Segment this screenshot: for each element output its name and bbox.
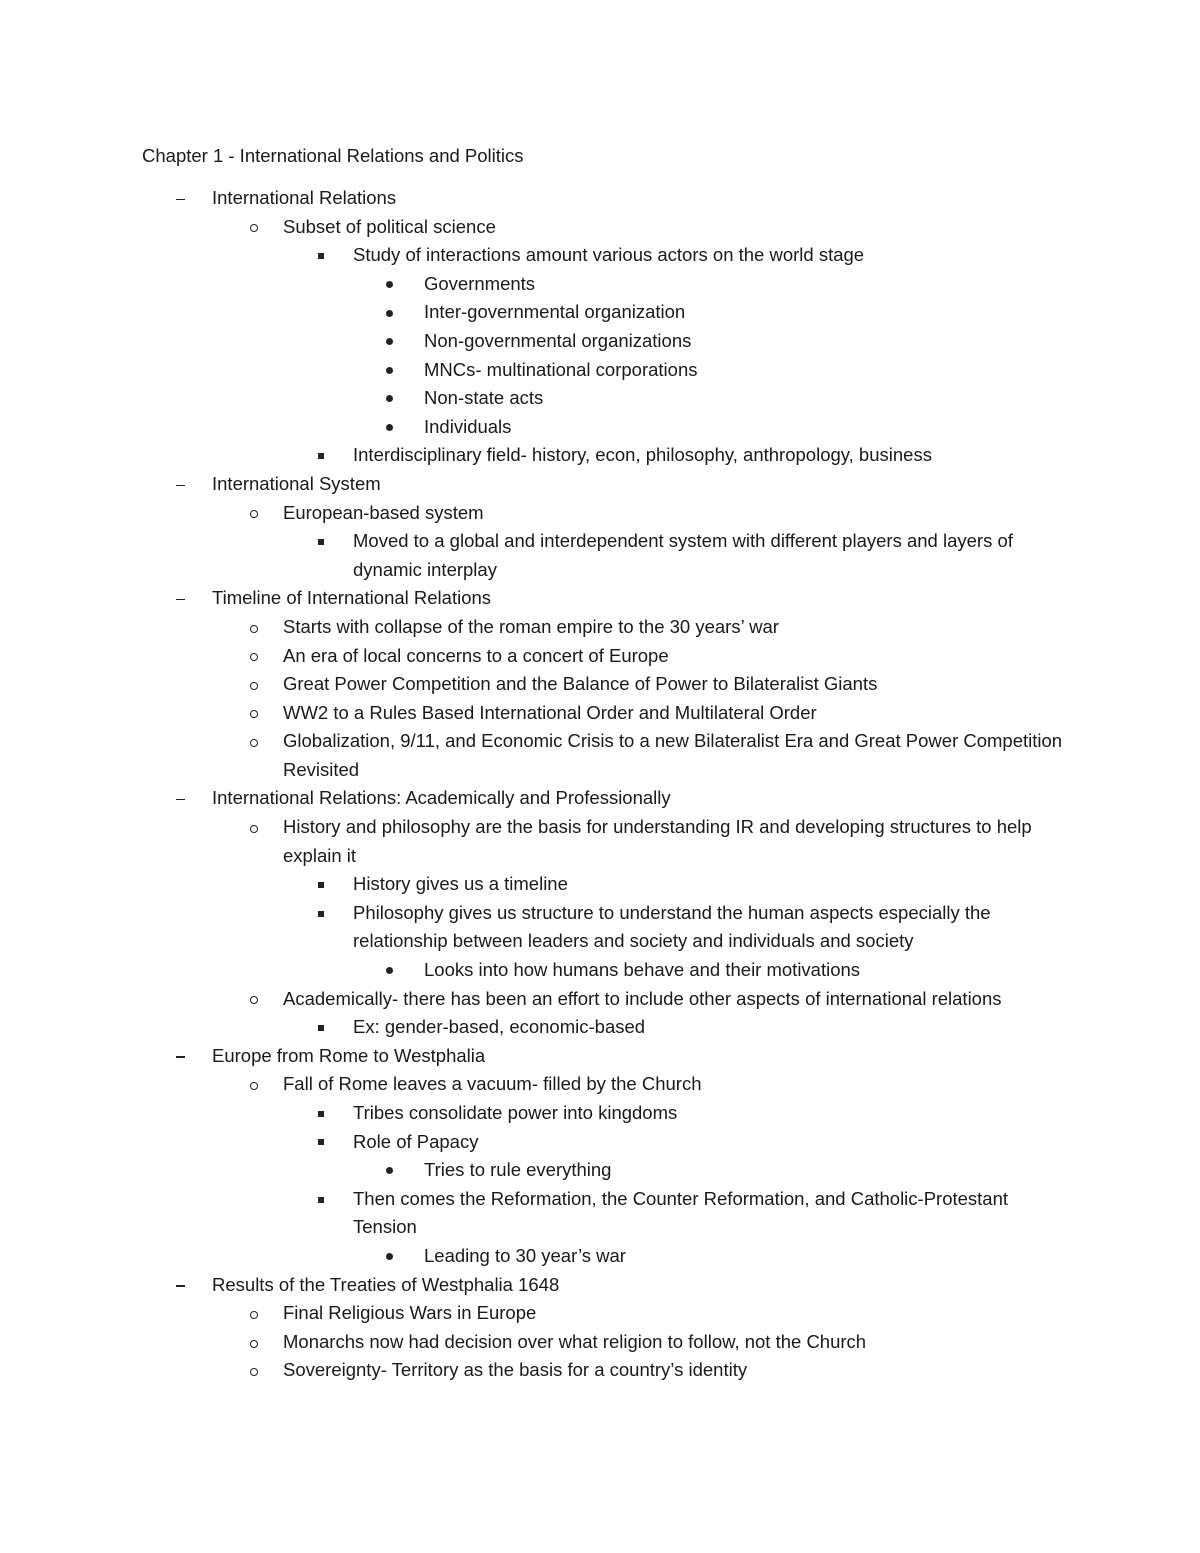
outline-item-level-2 <box>0 670 1200 699</box>
outline-item-text: Governments <box>424 272 536 294</box>
outline-item-text: Academically- there has been an effort to include other aspects of international relations <box>283 987 1002 1009</box>
document-title: Chapter 1 - International Relations and Politics <box>142 145 524 166</box>
outline-item-text: History and philosophy are the basis for understanding IR and developing structures to help explain it <box>283 816 1032 866</box>
filled-dot-bullet-icon <box>386 327 393 356</box>
outline-item-text: Then comes the Reformation, the Counter Reformation, and Catholic-Protestant Tension <box>353 1187 1009 1238</box>
outline-item-level-4 <box>0 384 1200 413</box>
outline-item-level-4 <box>0 356 1200 385</box>
outline-list <box>0 184 1200 1385</box>
outline-item-text: Study of interactions amount various actors on the world stage <box>353 244 865 266</box>
outline-item-text: Inter-governmental organization <box>424 301 686 323</box>
dash-icon <box>176 1271 185 1300</box>
outline-item-text: Individuals <box>424 415 512 437</box>
square-bullet-icon <box>318 899 324 928</box>
outline-item-level-3 <box>0 1185 1200 1242</box>
outline-item-level-2 <box>0 613 1200 642</box>
hollow-circle-bullet-icon <box>250 813 258 842</box>
outline-item-level-2 <box>0 1356 1200 1385</box>
outline-item-level-2 <box>0 699 1200 728</box>
filled-dot-bullet-icon <box>386 270 393 299</box>
outline-item-text: Monarchs now had decision over what religion to follow, not the Church <box>283 1330 867 1352</box>
outline-item-text: Leading to 30 year’s war <box>424 1244 626 1266</box>
outline-item-level-4 <box>0 1156 1200 1185</box>
filled-dot-bullet-icon <box>386 1156 393 1185</box>
outline-item-text: Fall of Rome leaves a vacuum- filled by the Church <box>283 1073 702 1095</box>
outline-item-level-2 <box>0 642 1200 671</box>
hollow-circle-bullet-icon <box>250 499 258 528</box>
hollow-circle-bullet-icon <box>250 1299 258 1328</box>
outline-item-level-2 <box>0 499 1200 528</box>
outline-item-text: International Relations: Academically and Professionally <box>212 787 671 809</box>
filled-dot-bullet-icon <box>386 298 393 327</box>
outline-item-text: Results of the Treaties of Westphalia 1648 <box>212 1273 560 1295</box>
outline-item-level-2 <box>0 1070 1200 1099</box>
outline-item-level-4 <box>0 956 1200 985</box>
square-bullet-icon <box>318 441 324 470</box>
outline-item-text: Globalization, 9/11, and Economic Crisis to a new Bilateralist Era and Great Power Competition Revisited <box>283 730 1063 780</box>
outline-item-text: Looks into how humans behave and their motivations <box>424 959 861 981</box>
outline-item-text: Moved to a global and interdependent system with different players and layers of dynamic interplay <box>353 530 1013 580</box>
outline-item-level-3 <box>0 899 1200 956</box>
outline-item-text: International Relations <box>212 187 397 208</box>
outline-item-text: Final Religious Wars in Europe <box>283 1302 537 1324</box>
square-bullet-icon <box>318 870 324 899</box>
dash-icon <box>176 584 185 613</box>
outline-item-text: Philosophy gives us structure to understand the human aspects especially the relationship between leaders and society and individuals and society <box>353 901 991 952</box>
dash-icon <box>176 184 185 213</box>
outline-item-text: Europe from Rome to Westphalia <box>212 1044 486 1066</box>
outline-item-level-3 <box>0 870 1200 899</box>
dash-icon <box>176 784 185 813</box>
square-bullet-icon <box>318 1099 324 1128</box>
hollow-circle-bullet-icon <box>250 670 258 699</box>
outline-item-level-2 <box>0 727 1200 784</box>
square-bullet-icon <box>318 527 324 556</box>
outline-item-text: Sovereignty- Territory as the basis for a country’s identity <box>283 1359 748 1381</box>
square-bullet-icon <box>318 1128 324 1157</box>
outline-item-text: Non-governmental organizations <box>424 329 692 351</box>
outline-item-text: History gives us a timeline <box>353 873 568 895</box>
filled-dot-bullet-icon <box>386 356 393 385</box>
filled-dot-bullet-icon <box>386 1242 393 1271</box>
outline-item-level-4 <box>0 327 1200 356</box>
outline-item-level-3 <box>0 1099 1200 1128</box>
hollow-circle-bullet-icon <box>250 1070 258 1099</box>
outline-item-text: MNCs- multinational corporations <box>424 358 698 380</box>
outline-item-level-1 <box>0 184 1200 213</box>
outline-item-text: Subset of political science <box>283 215 496 237</box>
hollow-circle-bullet-icon <box>250 613 258 642</box>
outline-item-text: Non-state acts <box>424 387 544 409</box>
hollow-circle-bullet-icon <box>250 642 258 671</box>
outline-item-level-4 <box>0 1242 1200 1271</box>
hollow-circle-bullet-icon <box>250 985 258 1014</box>
hollow-circle-bullet-icon <box>250 1356 258 1385</box>
filled-dot-bullet-icon <box>386 956 393 985</box>
hollow-circle-bullet-icon <box>250 699 258 728</box>
outline-item-level-3 <box>0 1013 1200 1042</box>
square-bullet-icon <box>318 1013 324 1042</box>
outline-item-text: International System <box>212 472 381 494</box>
square-bullet-icon <box>318 1185 324 1214</box>
outline-item-level-4 <box>0 298 1200 327</box>
outline-item-level-1 <box>0 470 1200 499</box>
outline-item-text: Great Power Competition and the Balance of Power to Bilateralist Giants <box>283 673 878 695</box>
outline-item-level-4 <box>0 413 1200 442</box>
outline-item-text: Interdisciplinary field- history, econ, philosophy, anthropology, business <box>353 444 932 466</box>
outline-item-level-1 <box>0 1271 1200 1300</box>
outline-item-level-4 <box>0 270 1200 299</box>
outline-item-text: Timeline of International Relations <box>212 587 492 609</box>
filled-dot-bullet-icon <box>386 384 393 413</box>
outline-item-level-1 <box>0 1042 1200 1071</box>
outline-item-level-2 <box>0 985 1200 1014</box>
hollow-circle-bullet-icon <box>250 213 258 242</box>
outline-item-level-2 <box>0 1299 1200 1328</box>
outline-item-text: Ex: gender-based, economic-based <box>353 1016 646 1038</box>
dash-icon <box>176 1042 185 1071</box>
square-bullet-icon <box>318 241 324 270</box>
outline-item-level-3 <box>0 241 1200 270</box>
outline-item-level-3 <box>0 527 1200 584</box>
filled-dot-bullet-icon <box>386 413 393 442</box>
outline-item-text: WW2 to a Rules Based International Order and Multilateral Order <box>283 701 817 723</box>
hollow-circle-bullet-icon <box>250 727 258 756</box>
outline-item-level-2 <box>0 1328 1200 1357</box>
outline-item-text: Starts with collapse of the roman empire to the 30 years’ war <box>283 615 779 637</box>
outline-item-text: Role of Papacy <box>353 1130 479 1152</box>
dash-icon <box>176 470 185 499</box>
outline-item-level-2 <box>0 213 1200 242</box>
outline-item-text: Tribes consolidate power into kingdoms <box>353 1102 678 1123</box>
outline-item-level-1 <box>0 784 1200 813</box>
hollow-circle-bullet-icon <box>250 1328 258 1357</box>
outline-item-level-3 <box>0 1128 1200 1157</box>
outline-item-level-1 <box>0 584 1200 613</box>
outline-item-text: Tries to rule everything <box>424 1159 612 1181</box>
outline-item-level-2 <box>0 813 1200 870</box>
outline-item-level-3 <box>0 441 1200 470</box>
outline-item-text: An era of local concerns to a concert of Europe <box>283 644 669 666</box>
outline-item-text: European-based system <box>283 501 484 523</box>
